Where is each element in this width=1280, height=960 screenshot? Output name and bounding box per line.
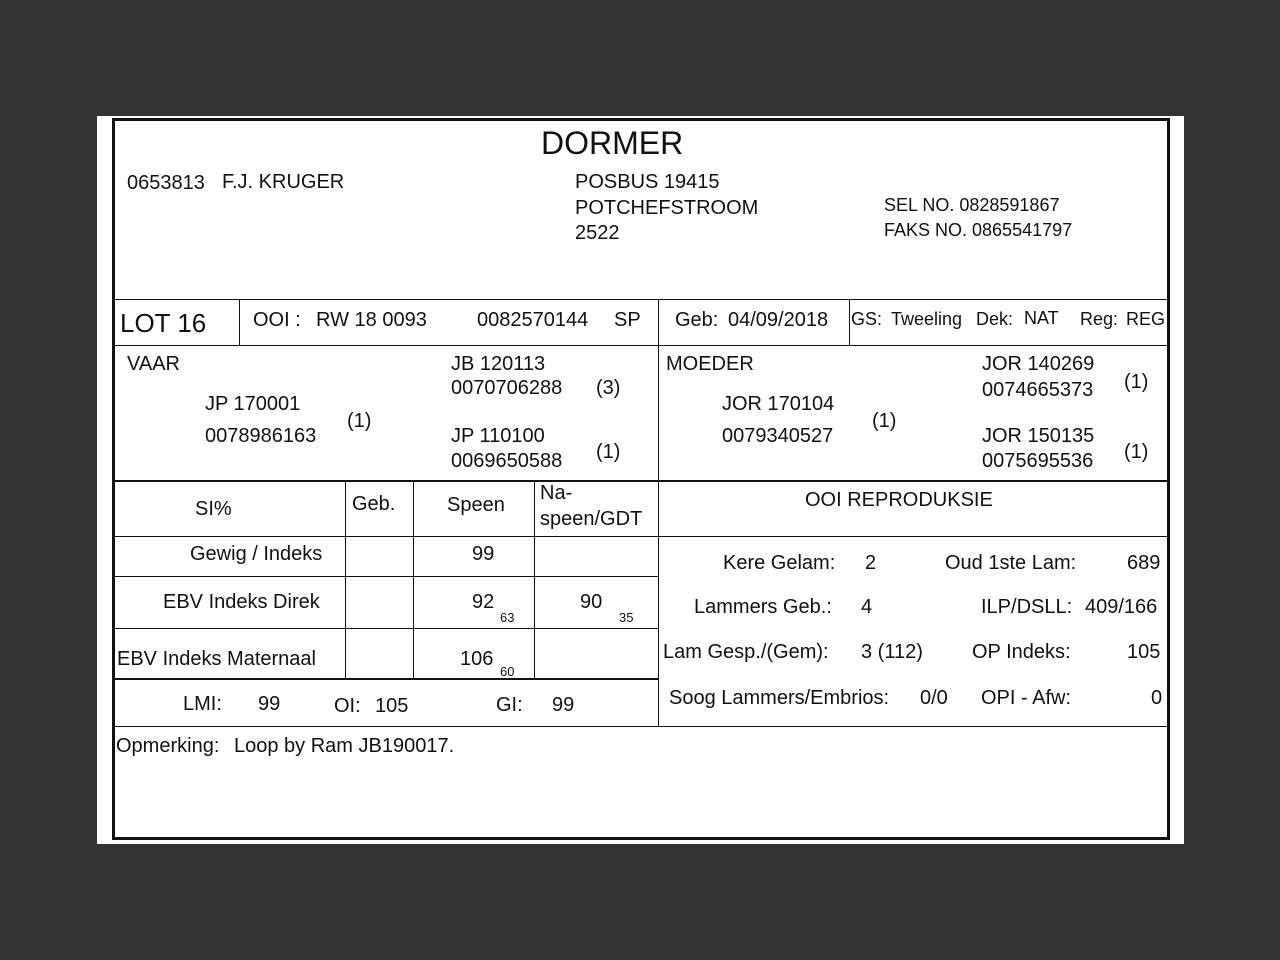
gs-value: Tweeling: [891, 309, 963, 329]
ilp-value: 409/166: [1085, 596, 1158, 618]
row-maternaal-speen-acc: 60: [500, 664, 515, 679]
remark-text: Loop by Ram JB190017.: [234, 735, 455, 757]
row-direk-speen-acc: 63: [500, 610, 515, 625]
vaar-sire-id: JB 120113: [451, 353, 546, 375]
ooi-sp: SP: [614, 309, 641, 331]
moeder-count: (1): [872, 410, 897, 432]
oud-value: 689: [1127, 552, 1161, 574]
gi-value: 99: [552, 694, 575, 716]
address-line1: POSBUS 19415: [575, 171, 720, 193]
gesp-value: 3 (112): [861, 641, 923, 663]
moeder-sire-count: (1): [1124, 371, 1149, 393]
moeder-dam-count: (1): [1124, 441, 1149, 463]
lmi-label: LMI:: [183, 693, 222, 715]
naspeen-header-2: speen/GDT: [540, 508, 643, 530]
vaar-dam-count: (1): [596, 441, 621, 463]
moeder-id: JOR 170104: [722, 393, 835, 415]
faks-number: FAKS NO. 0865541797: [884, 220, 1073, 240]
vaar-dam-id: JP 110100: [451, 425, 545, 447]
gesp-label: Lam Gesp./(Gem):: [663, 641, 829, 663]
lot-number: LOT 16: [120, 308, 207, 338]
lammers-value: 4: [861, 596, 873, 618]
row-direk-naspeen-acc: 35: [619, 610, 634, 625]
vaar-id: JP 170001: [205, 393, 301, 415]
soog-label: Soog Lammers/Embrios:: [669, 687, 890, 709]
oi-label: OI:: [334, 695, 361, 717]
naspeen-header-1: Na-: [540, 482, 573, 504]
lot-card: [97, 116, 1184, 844]
vaar-label: VAAR: [127, 353, 180, 375]
si-header: SI%: [195, 498, 232, 520]
geb-label: Geb:: [675, 309, 719, 331]
row-gewig-label: Gewig / Indeks: [190, 543, 323, 565]
moeder-sire-number: 0074665373: [982, 379, 1094, 401]
oud-label: Oud 1ste Lam:: [945, 552, 1077, 574]
moeder-dam-id: JOR 150135: [982, 425, 1095, 447]
op-value: 105: [1127, 641, 1161, 663]
moeder-number: 0079340527: [722, 425, 834, 447]
lmi-value: 99: [258, 693, 281, 715]
vaar-count: (1): [347, 410, 372, 432]
row-maternaal-speen: 106: [460, 648, 494, 670]
opi-value: 0: [1151, 687, 1163, 709]
vaar-sire-number: 0070706288: [451, 377, 563, 399]
gs-label: GS:: [851, 309, 883, 329]
moeder-sire-id: JOR 140269: [982, 353, 1095, 375]
breeder-name: F.J. KRUGER: [222, 171, 345, 193]
opi-label: OPI - Afw:: [981, 687, 1072, 709]
ooi-id: RW 18 0093: [316, 309, 427, 331]
ilp-label: ILP/DSLL:: [981, 596, 1073, 618]
geb-date: 04/09/2018: [728, 309, 829, 331]
breed-title: DORMER: [541, 125, 684, 161]
row-direk-label: EBV Indeks Direk: [163, 591, 320, 613]
ooi-number: 0082570144: [477, 309, 589, 331]
reproduksie-title: OOI REPRODUKSIE: [805, 489, 993, 511]
row-gewig-speen: 99: [472, 543, 495, 565]
geb-header: Geb.: [352, 493, 396, 515]
gi-label: GI:: [496, 694, 523, 716]
dek-value: NAT: [1024, 308, 1059, 328]
dek-label: Dek:: [976, 309, 1014, 329]
remark-label: Opmerking:: [116, 735, 220, 757]
reg-label: Reg:: [1080, 309, 1119, 329]
sel-number: SEL NO. 0828591867: [884, 195, 1060, 215]
vaar-sire-count: (3): [596, 377, 621, 399]
row-direk-speen: 92: [472, 591, 495, 613]
address-line2: POTCHEFSTROOM: [575, 197, 759, 219]
vaar-number: 0078986163: [205, 425, 317, 447]
reg-value: REG: [1126, 309, 1166, 329]
ooi-label: OOI :: [253, 309, 301, 331]
kere-value: 2: [865, 552, 877, 574]
vaar-dam-number: 0069650588: [451, 450, 563, 472]
breeder-code: 0653813: [127, 172, 205, 194]
speen-header: Speen: [447, 494, 505, 516]
soog-value: 0/0: [920, 687, 948, 709]
address-line3: 2522: [575, 222, 620, 244]
moeder-label: MOEDER: [666, 353, 754, 375]
oi-value: 105: [375, 695, 409, 717]
op-label: OP Indeks:: [972, 641, 1071, 663]
row-maternaal-label: EBV Indeks Maternaal: [117, 648, 316, 670]
kere-label: Kere Gelam:: [723, 552, 836, 574]
moeder-dam-number: 0075695536: [982, 450, 1094, 472]
row-direk-naspeen: 90: [580, 591, 603, 613]
lammers-label: Lammers Geb.:: [694, 596, 832, 618]
